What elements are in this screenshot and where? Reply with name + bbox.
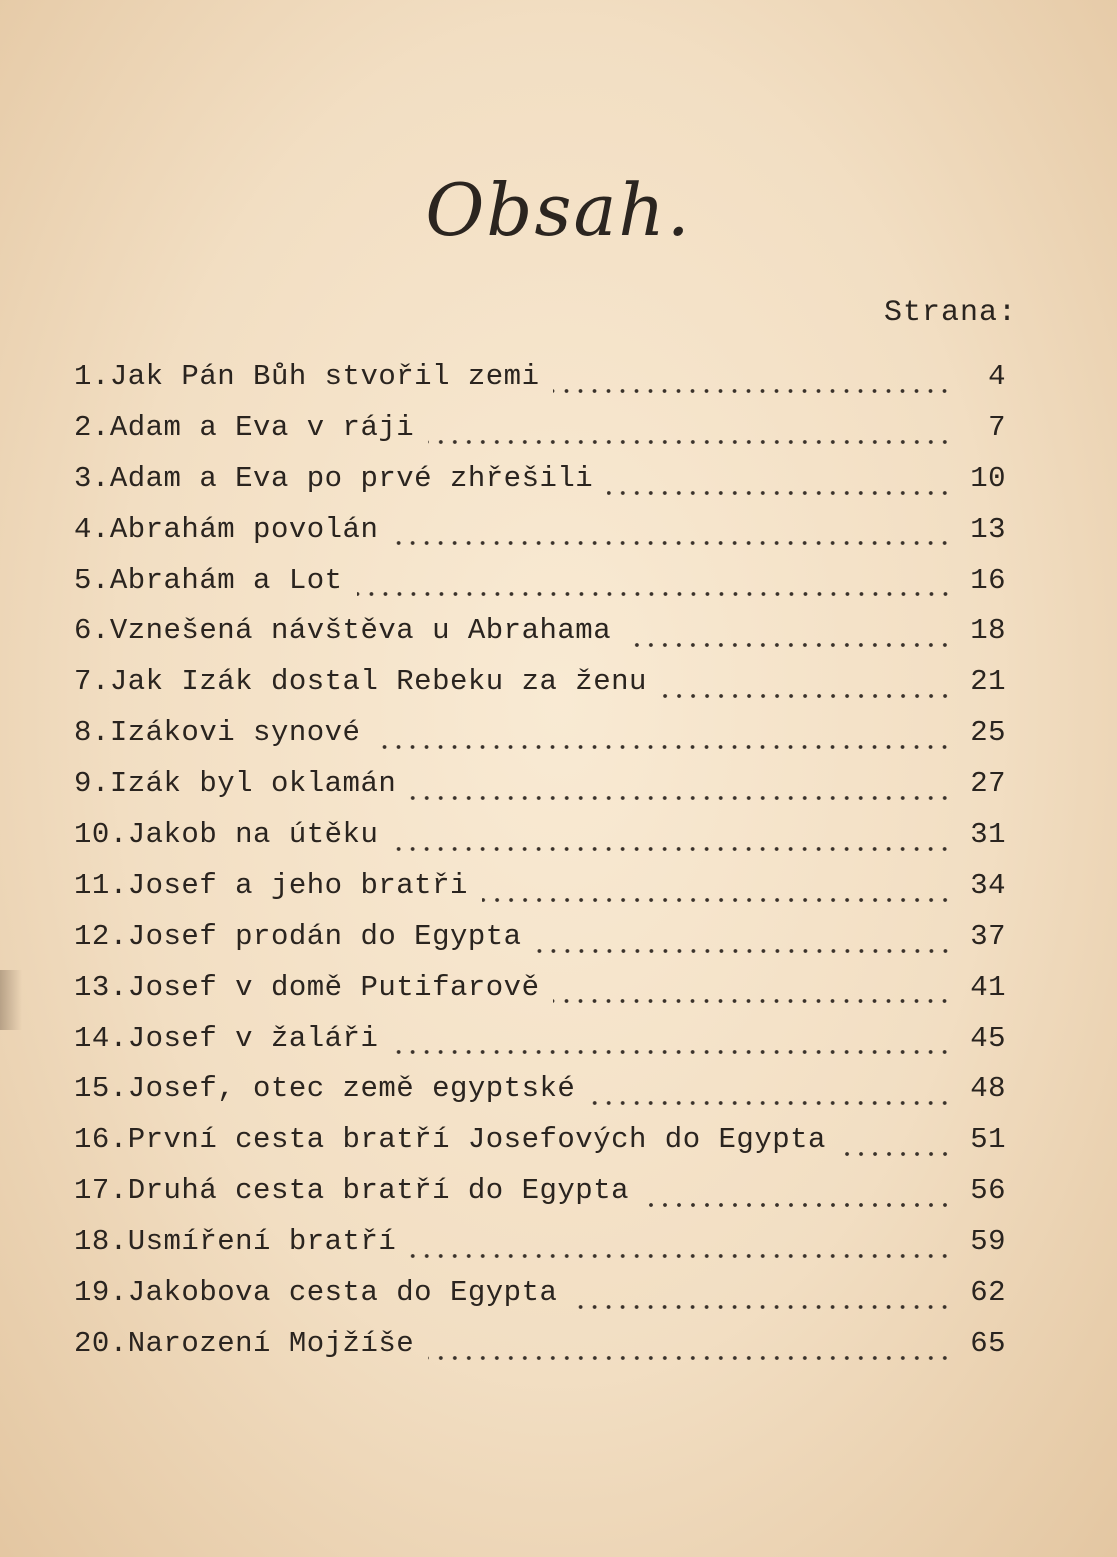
toc-entry-page: 31 <box>970 818 1006 852</box>
dot-leader <box>428 1338 952 1367</box>
toc-entry <box>74 564 1006 615</box>
toc-entry-title: Adam a Eva po prvé zhřešili <box>109 461 594 495</box>
toc-entry <box>74 1225 1006 1276</box>
toc-entry <box>74 869 1006 920</box>
toc-entry <box>74 1022 1006 1073</box>
toc-entry-title: Abrahám povolán <box>109 512 379 546</box>
toc-entry-title: Adam a Eva v ráji <box>109 410 415 444</box>
toc-entry-number: 6. <box>74 614 110 648</box>
toc-entry <box>74 1123 1006 1174</box>
toc-entry-title: Jak Izák dostal Rebeku za ženu <box>109 665 647 699</box>
dot-leader <box>553 371 952 400</box>
toc-entry-page: 21 <box>970 665 1006 699</box>
toc-entry-title: Jak Pán Bůh stvořil zemi <box>109 360 540 393</box>
toc-entry-number: 19. <box>74 1276 128 1310</box>
toc-entry-title: Jakob na útěku <box>127 818 379 852</box>
toc-entry-title: Usmíření bratří <box>127 1225 397 1259</box>
toc-entry-title: Josef v žaláři <box>127 1021 379 1055</box>
toc-entry-page: 34 <box>970 868 1006 902</box>
toc-entry <box>74 411 1006 462</box>
toc-entry-page: 4 <box>988 360 1006 393</box>
toc-entry-number: 13. <box>74 970 128 1004</box>
toc-entry-title: Izák byl oklamán <box>109 767 397 801</box>
toc-entry-number: 10. <box>74 818 128 852</box>
toc-entry-number: 20. <box>74 1326 128 1360</box>
toc-entry-number: 17. <box>74 1174 128 1208</box>
dot-leader <box>392 1033 952 1062</box>
toc-entry-page: 25 <box>970 716 1006 750</box>
toc-entry-title: Josef a jeho bratři <box>127 868 468 902</box>
toc-entry-page: 18 <box>970 614 1006 648</box>
dot-leader <box>661 676 952 705</box>
toc-entry <box>74 971 1006 1022</box>
toc-entry <box>74 462 1006 513</box>
toc-entry <box>74 1327 1006 1378</box>
dot-leader <box>410 1236 952 1265</box>
toc-entry-number: 4. <box>74 512 110 546</box>
dot-leader <box>553 982 952 1011</box>
toc-entry <box>74 818 1006 869</box>
toc-entry-page: 7 <box>988 410 1006 444</box>
toc-entry <box>74 1072 1006 1123</box>
toc-entry-title: Druhá cesta bratří do Egypta <box>127 1174 629 1208</box>
toc-entry-number: 8. <box>74 716 110 750</box>
toc-entry <box>74 360 1006 411</box>
dot-leader <box>840 1134 952 1163</box>
toc-entry-number: 16. <box>74 1123 128 1157</box>
toc-entry-number: 11. <box>74 868 128 902</box>
toc-entry-number: 15. <box>74 1072 128 1106</box>
dot-leader <box>410 778 952 807</box>
toc-entry-page: 65 <box>970 1326 1006 1360</box>
toc-entry-number: 14. <box>74 1021 128 1055</box>
toc-entry-page: 56 <box>970 1174 1006 1208</box>
dot-leader <box>374 727 952 756</box>
dot-leader <box>625 625 952 654</box>
dot-leader <box>392 524 952 553</box>
toc-entry <box>74 1276 1006 1327</box>
toc-entry-title: Josef, otec země egyptské <box>127 1072 576 1106</box>
toc-entry <box>74 665 1006 716</box>
toc-entry-page: 27 <box>970 767 1006 801</box>
toc-entry-number: 3. <box>74 461 110 495</box>
page-edge-shadow <box>0 970 22 1030</box>
toc-entry-page: 45 <box>970 1021 1006 1055</box>
page-title: Obsah. <box>425 168 692 252</box>
toc-entry <box>74 716 1006 767</box>
toc-entry-page: 48 <box>970 1072 1006 1106</box>
table-of-contents <box>74 360 1006 1378</box>
toc-entry <box>74 1174 1006 1225</box>
toc-entry <box>74 513 1006 564</box>
dot-leader <box>482 880 952 909</box>
toc-entry-page: 10 <box>970 461 1006 495</box>
dot-leader <box>589 1083 952 1112</box>
toc-entry-page: 51 <box>970 1123 1006 1157</box>
toc-entry-title: První cesta bratří Josefových do Egypta <box>127 1123 826 1157</box>
toc-entry <box>74 920 1006 971</box>
toc-entry-page: 62 <box>970 1276 1006 1310</box>
toc-entry-title: Narození Mojžíše <box>127 1326 415 1360</box>
toc-entry-page: 16 <box>970 563 1006 597</box>
toc-entry <box>74 614 1006 665</box>
toc-entry-page: 41 <box>970 970 1006 1004</box>
dot-leader <box>643 1185 952 1214</box>
dot-leader <box>428 422 952 451</box>
toc-entry-title: Josef prodán do Egypta <box>127 919 522 953</box>
toc-entry-title: Jakobova cesta do Egypta <box>127 1276 558 1310</box>
dot-leader <box>357 575 952 604</box>
toc-entry-number: 9. <box>74 767 110 801</box>
toc-entry-number: 5. <box>74 563 110 597</box>
toc-entry-page: 59 <box>970 1225 1006 1259</box>
toc-entry-title: Izákovi synové <box>109 716 361 750</box>
dot-leader <box>392 829 952 858</box>
toc-entry-number: 12. <box>74 919 128 953</box>
toc-entry-title: Josef v domě Putifarově <box>127 970 540 1004</box>
toc-entry-page: 13 <box>970 512 1006 546</box>
toc-entry-title: Vznešená návštěva u Abrahama <box>109 614 612 648</box>
toc-entry <box>74 767 1006 818</box>
toc-entry-page: 37 <box>970 919 1006 953</box>
toc-entry-title: Abrahám a Lot <box>109 563 343 597</box>
toc-entry-number: 1. <box>74 360 110 393</box>
dot-leader <box>536 931 952 960</box>
dot-leader <box>607 473 952 502</box>
dot-leader <box>571 1287 952 1316</box>
page-column-header: Strana: <box>883 296 1017 330</box>
toc-entry-number: 18. <box>74 1225 128 1259</box>
toc-entry-number: 7. <box>74 665 110 699</box>
toc-entry-number: 2. <box>74 410 110 444</box>
